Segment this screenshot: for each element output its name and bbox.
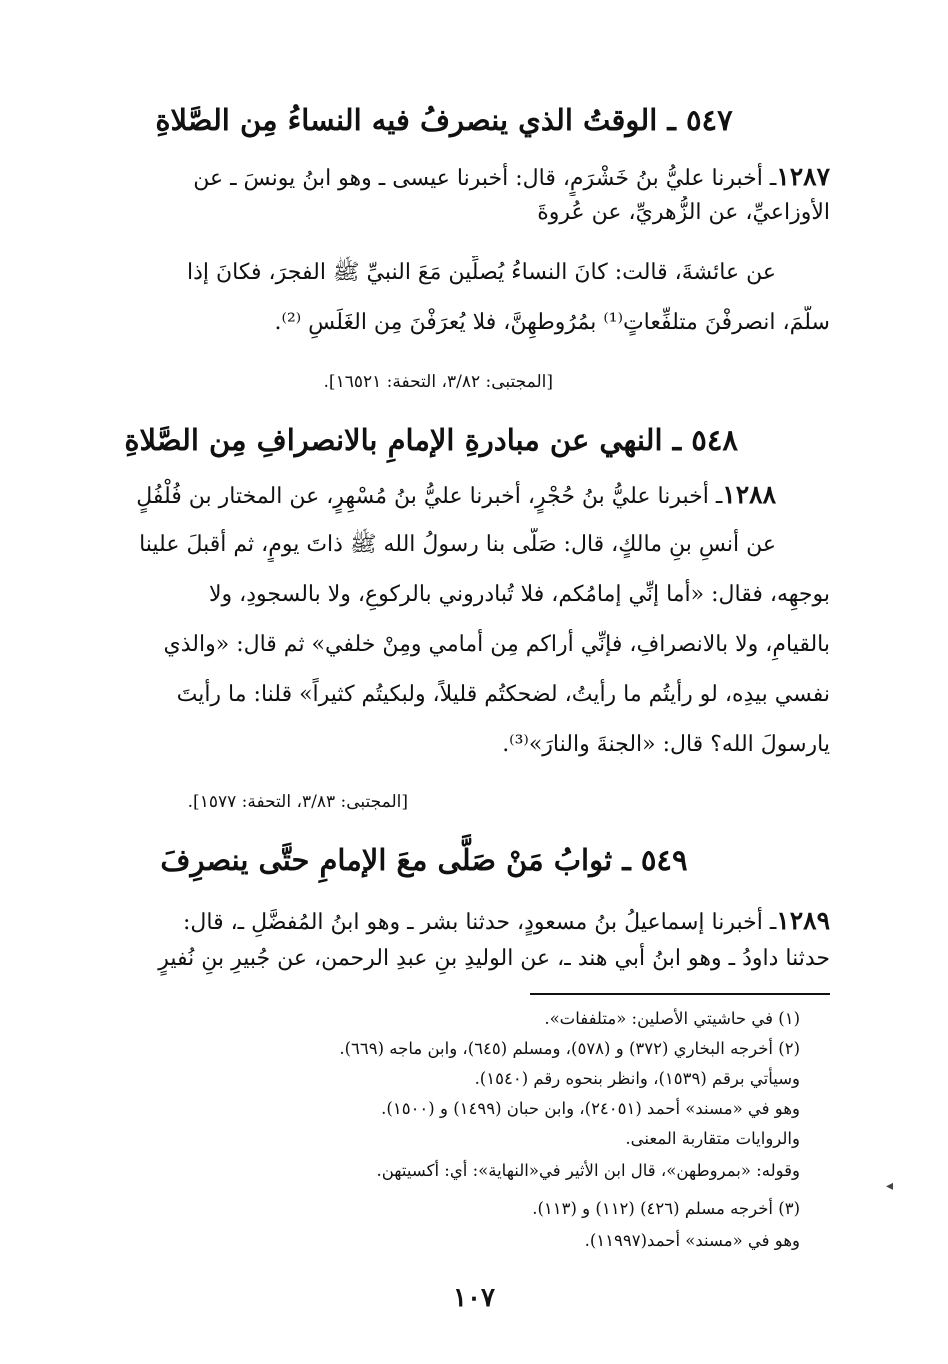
hadith-1288-line-1 bbox=[110, 478, 776, 514]
source-reference-1287: [المجتبى: ٣/٨٢، التحفة: ١٦٥٢١]. bbox=[323, 372, 553, 392]
footnote-3-continued: وهو في «مسند» أحمد(١١٩٩٧). bbox=[584, 1231, 800, 1250]
chapter-heading-549: ٥٤٩ ـ ثوابُ مَنْ صَلَّى معَ الإمامِ حتَّى ينصرِفَ bbox=[160, 843, 688, 877]
hadith-number-1288: ١٢٨٨ bbox=[722, 480, 776, 509]
hadith-1288-text-1: ـ أخبرنا عليُّ بنُ حُجْرٍ، أخبرنا عليُّ بنُ مُسْهِرٍ، عن المختار بن فُلْفُلٍ bbox=[136, 484, 723, 509]
chapter-heading-548: ٥٤٨ ـ النهي عن مبادرةِ الإمامِ بالانصرافِ مِن الصَّلاةِ bbox=[124, 423, 738, 457]
hadith-1288-line-4: بالقيامِ، ولا بالانصرافِ، فإنِّي أراكم مِن أمامي ومِنْ خلفي» ثم قال: «والذي bbox=[163, 632, 830, 657]
hadith-1288-line-5: نفسي بيدِه، لو رأيتُم ما رأيتُ، لضحكتُم قليلاً، ولبكيتُم كثيراً» قلنا: ما رأيتَ bbox=[176, 682, 830, 707]
footnote-3: (٣) أخرجه مسلم (٤٢٦) (١١٢) و (١١٣). bbox=[532, 1199, 800, 1218]
hadith-number-1287: ١٢٨٧ bbox=[776, 162, 830, 191]
hadith-1288-line-3: بوجهِه، فقال: «أما إنِّي إمامُكم، فلا تُبادروني بالركوعِ، ولا بالسجودِ، ولا bbox=[208, 582, 830, 607]
hadith-1289-text-1: ـ أخبرنا إسماعيلُ بنُ مسعودٍ، حدثنا بشر ـ وهو ابنُ المُفضَّلِ ـ، قال: bbox=[182, 910, 777, 935]
hadith-1287-line-1 bbox=[110, 160, 830, 196]
footnote-2-continued: وقوله: «بمروطهن»، قال ابن الأثير في«النهاية»: أي: أكسيتهن. bbox=[376, 1161, 800, 1180]
source-reference-1288: [المجتبى: ٣/٨٣، التحفة: ١٥٧٧]. bbox=[187, 792, 408, 812]
hadith-1288-line-6: يارسولَ الله؟ قال: «الجنةَ والنارَ»⁽³⁾. bbox=[502, 732, 830, 757]
footnote-1: (١) في حاشيتي الأصلين: «متلففات». bbox=[544, 1009, 800, 1028]
footnote-2-continued: والروايات متقاربة المعنى. bbox=[625, 1129, 800, 1148]
footnote-separator bbox=[530, 993, 830, 995]
hadith-1289-line-1 bbox=[110, 904, 830, 940]
hadith-1288-line-2: عن أنسِ بنِ مالكٍ، قال: صَلَّى بنا رسولُ الله ﷺ ذاتَ يومٍ، ثم أقبلَ علينا bbox=[139, 532, 776, 557]
hadith-1289-line-2: حدثنا داودُ ـ وهو ابنُ أبي هند ـ، عن الوليدِ بنِ عبدِ الرحمن، عن جُبيرِ بنِ نُفيرٍ bbox=[158, 946, 830, 971]
page-number: ١٠٧ bbox=[453, 1283, 495, 1313]
hadith-1287-line-2: الأوزاعيِّ، عن الزُّهريِّ، عن عُروةَ bbox=[537, 200, 830, 225]
hadith-1287-line-3: عن عائشةَ، قالت: كانَ النساءُ يُصلِّين مَعَ النبيِّ ﷺ الفجرَ، فكانَ إذا bbox=[187, 260, 776, 285]
footnote-2-continued: وسيأتي برقم (١٥٣٩)، وانظر بنحوه رقم (١٥٤٠). bbox=[474, 1069, 800, 1088]
hadith-1287-text-1: ـ أخبرنا عليُّ بنُ خَشْرَمٍ، قال: أخبرنا عيسى ـ وهو ابنُ يونسَ ـ عن bbox=[193, 166, 777, 191]
hadith-number-1289: ١٢٨٩ bbox=[776, 906, 830, 935]
chapter-heading-547: ٥٤٧ ـ الوقتُ الذي ينصرفُ فيه النساءُ مِن الصَّلاةِ bbox=[155, 103, 733, 137]
hadith-1287-line-4: سلَّمَ، انصرفْنَ متلفِّعاتٍ⁽¹⁾ بمُرُوطهِنَّ، فلا يُعرَفْنَ مِن الغَلَسِ ⁽²⁾. bbox=[274, 310, 830, 335]
margin-mark: ◂ bbox=[886, 1178, 894, 1194]
footnote-2: (٢) أخرجه البخاري (٣٧٢) و (٥٧٨)، ومسلم (٦٤٥)، وابن ماجه (٦٦٩). bbox=[339, 1039, 800, 1058]
footnote-2-continued: وهو في «مسند» أحمد (٢٤٠٥١)، وابن حبان (١٤٩٩) و (١٥٠٠). bbox=[381, 1099, 800, 1118]
